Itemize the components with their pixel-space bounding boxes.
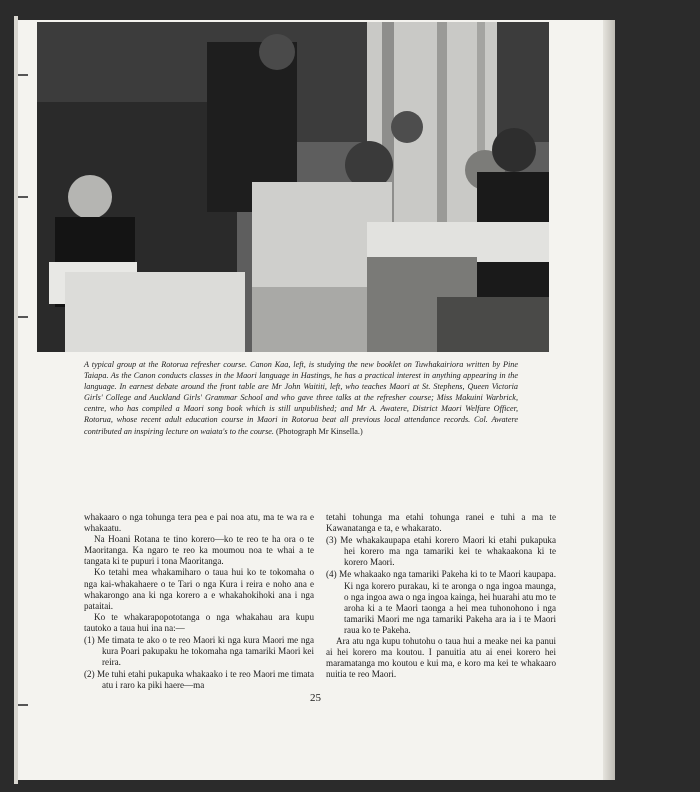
paragraph: Ko tetahi mea whakamiharo o taua hui ko te tokomaha o nga kai-whakahaere o te Tari o nga Kura i reira e noho ana e whakarongo ana ki nga korero a e whakahokihoki ana i nga pataitai. <box>84 567 314 611</box>
page-number: 25 <box>310 692 321 704</box>
right-column <box>326 512 556 680</box>
list-item: (1) Me timata te ako o te reo Maori ki nga kura Maori me nga kura Poari pakupaku he tokomaha nga tamariki Maori kei reira. <box>84 635 314 668</box>
binding-staple-mark <box>18 316 28 318</box>
caption-credit: (Photograph Mr Kinsella.) <box>276 426 363 436</box>
list-item: (3) Me whakakaupapa etahi korero Maori ki etahi pukapuka hei korero ma nga tamariki kei te whakaakona ki te korero Maori. <box>326 535 556 568</box>
paragraph: Ara atu nga kupu tohutohu o taua hui a meake nei ka panui ai hei korero ma koutou. I panuitia atu ai enei korero hei maramatanga mo koutou e kui ma, e koro ma kei te whakaaro nuitia te reo Maori. <box>326 636 556 680</box>
caption-text: A typical group at the Rotorua refresher course. Canon Kaa, left, is studying the new booklet on Tuwhakairiora written by Pine Taiapa. As the Canon conducts classes in the Maori language in Hastings, he has a practical interest in anything appearing in the language. In earnest debate around the front table are Mr John Waititi, left, who teaches Maori at St. Stephens, Queen Victoria Girls' College and Auckland Girls' Grammar School and who gave three talks at the refresher course; Miss Makuini Warbrick, centre, who has compiled a Maori song book which is still unpublished; and Mr A. Awatere, District Maori Welfare Officer, Rotorua, whose recent adult education course in Maori in Rotorua beat all previous local attendance records. Col. Awatere contributed an inspiring lecture on waiata's to the course. <box>84 360 518 436</box>
paragraph: whakaaro o nga tohunga tera pea e pai noa atu, ma te wa ra e whakaatu. <box>84 512 314 534</box>
binding-staple-mark <box>18 704 28 706</box>
left-column <box>84 512 314 692</box>
group-photograph <box>37 22 549 352</box>
page-edge <box>603 20 615 780</box>
binding-staple-mark <box>18 74 28 76</box>
paragraph: tetahi tohunga ma etahi tohunga ranei e tuhi a ma te Kawanatanga e ta, e whakarato. <box>326 512 556 534</box>
list-item: (4) Me whakaako nga tamariki Pakeha ki to te Maori kaupapa. Ki nga korero purakau, ki te aronga o nga ingoa maunga, o nga ingoa awa o nga ingoa kainga, hei huarahi atu mo te aroha ki a te Maori taonga a hei mea tuhonohono i nga tamariki Maori me nga tamariki Pakeha ara ia i te Maori raua ko te Pakeha. <box>326 569 556 635</box>
list-item: (2) Me tuhi etahi pukapuka whakaako i te reo Maori me timata atu i raro ka piki haere—ma <box>84 669 314 691</box>
binding-staple-mark <box>18 196 28 198</box>
photo-caption <box>84 359 518 437</box>
paragraph: Ko te whakarapopototanga o nga whakahau ara kupu tautoko a taua hui ina na:— <box>84 611 314 633</box>
paragraph: Na Hoani Rotana te tino korero—ko te reo te ha ora o te Maoritanga. Ka ngaro te reo ka moumou noa te whai a te tangata ki te pupuri i tona Maoritanga. <box>84 534 314 567</box>
